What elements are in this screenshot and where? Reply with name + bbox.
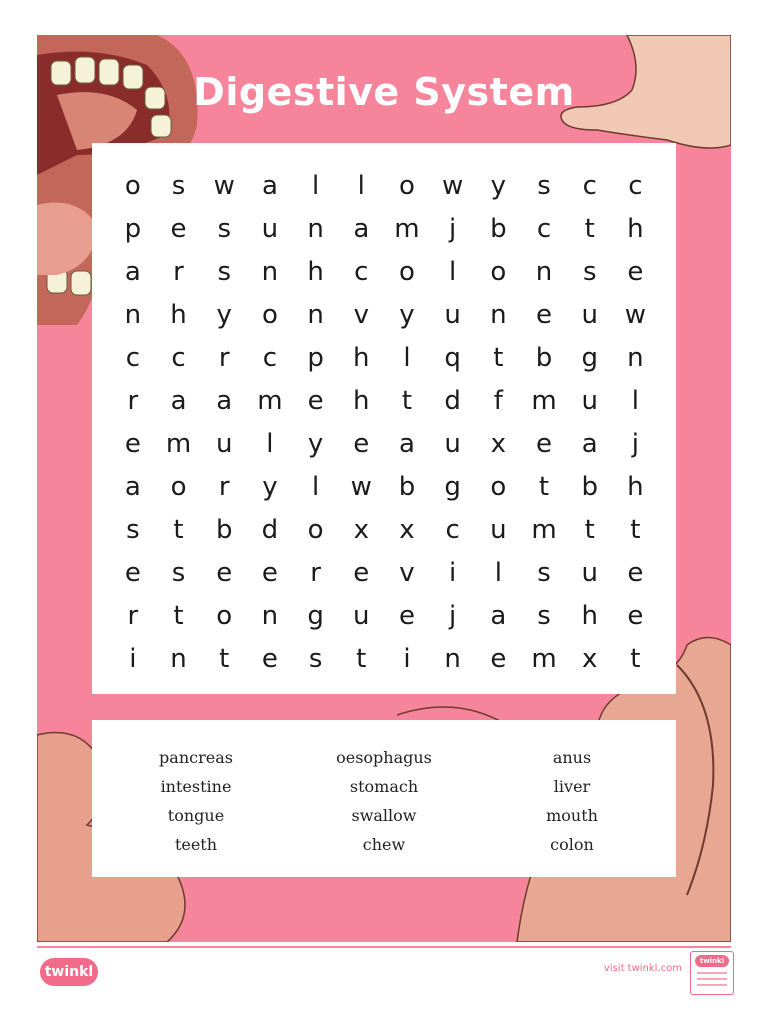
grid-letter[interactable]: j [449,601,457,631]
word-list-item: teeth [174,835,218,854]
grid-letter[interactable]: a [124,257,141,287]
grid-letter[interactable]: h [307,257,324,287]
badge-label: twinkl [695,955,729,967]
grid-letter[interactable]: c [536,214,552,244]
grid-letter[interactable]: w [213,171,235,201]
grid-letter[interactable]: e [536,300,553,330]
grid-letter[interactable]: m [531,515,557,545]
grid-letter[interactable]: o [490,472,507,502]
grid-letter[interactable]: h [170,300,187,330]
grid-letter[interactable]: l [403,343,411,373]
grid-letter[interactable]: h [581,601,598,631]
grid-letter[interactable]: y [490,171,507,201]
word-list-item: stomach [349,777,419,796]
grid-letter[interactable]: s [537,601,551,631]
word-list-item: oesophagus [336,748,432,767]
grid-letter[interactable]: n [444,644,461,674]
grid-letter[interactable]: l [449,257,457,287]
grid-letter[interactable]: e [353,558,370,588]
grid-letter[interactable]: a [581,429,598,459]
grid-letter[interactable]: t [173,515,184,545]
grid-letter[interactable]: s [217,214,231,244]
grid-letter[interactable]: c [628,171,643,201]
grid-letter[interactable]: s [537,171,551,201]
grid-letter[interactable]: q [444,343,461,373]
grid-letter[interactable]: a [170,386,187,416]
grid-letter[interactable]: n [261,257,279,287]
word-list-item: anus [552,748,592,767]
grid-letter[interactable]: w [624,300,647,330]
grid-letter[interactable]: o [216,601,233,631]
grid-letter[interactable]: i [449,558,457,588]
page-title: Digestive System [193,70,575,114]
quality-badge-icon [690,951,734,995]
grid-letter[interactable]: r [218,343,230,373]
grid-letter[interactable]: e [627,558,644,588]
grid-letter[interactable]: a [399,429,415,459]
grid-letter[interactable]: m [165,429,192,459]
grid-letter[interactable]: c [262,343,278,373]
grid-letter[interactable]: o [490,257,507,287]
grid-letter[interactable]: h [353,386,370,416]
grid-letter[interactable]: t [493,343,504,373]
grid-letter[interactable]: e [627,601,644,631]
word-list-item: tongue [167,806,225,825]
grid-letter[interactable]: e [261,644,278,674]
grid-letter[interactable]: l [494,558,502,588]
grid-letter[interactable]: l [311,171,320,201]
word-list-item: intestine [160,777,232,796]
grid-letter[interactable]: e [536,429,553,459]
grid-letter[interactable]: a [261,171,278,201]
grid-letter[interactable]: n [490,300,507,330]
grid-letter[interactable]: p [124,214,142,244]
grid-letter[interactable]: c [171,343,186,373]
grid-letter[interactable]: e [627,257,644,287]
grid-letter[interactable]: s [537,558,551,588]
grid-letter[interactable]: c [445,515,460,545]
grid-letter[interactable]: x [399,515,415,545]
grid-letter[interactable]: o [124,171,141,201]
grid-letter[interactable]: t [630,644,641,674]
grid-letter[interactable]: e [261,558,278,588]
grid-letter[interactable]: n [535,257,553,287]
grid-letter[interactable]: c [125,343,140,373]
grid-letter[interactable]: g [581,343,598,373]
grid-letter[interactable]: t [219,644,230,674]
grid-letter[interactable]: y [216,300,232,330]
grid-letter[interactable]: n [627,343,644,373]
grid-letter[interactable]: o [399,257,415,287]
grid-letter[interactable]: u [581,386,598,416]
grid-letter[interactable]: m [394,214,420,244]
grid-letter[interactable]: u [444,300,461,330]
grid-letter[interactable]: n [307,214,324,244]
word-list [92,743,676,859]
grid-letter[interactable]: n [261,601,279,631]
grid-letter[interactable]: b [535,343,553,373]
grid-letter[interactable]: e [490,644,507,674]
grid-letter[interactable]: r [127,601,139,631]
grid-letter[interactable]: n [170,644,187,674]
grid-letter[interactable]: m [531,644,557,674]
grid-letter[interactable]: l [311,472,320,502]
grid-letter[interactable]: o [261,300,278,330]
grid-letter[interactable]: j [631,429,640,459]
badge-decoration [697,984,727,986]
grid-letter[interactable]: x [353,515,369,545]
word-search-panel [92,143,676,694]
grid-letter[interactable]: a [353,214,370,244]
grid-letter[interactable]: t [401,386,413,416]
footer-divider [37,946,731,948]
grid-letter[interactable]: y [399,300,415,330]
grid-letter[interactable]: u [215,429,233,459]
grid-letter[interactable]: t [584,214,595,244]
grid-letter[interactable]: n [124,300,142,330]
badge-decoration [697,972,727,974]
grid-letter[interactable]: u [581,558,598,588]
grid-letter[interactable]: u [490,515,507,545]
grid-letter[interactable]: o [399,171,415,201]
grid-letter[interactable]: s [217,257,231,287]
word-list-item: mouth [546,806,598,825]
grid-letter[interactable]: t [538,472,550,502]
grid-letter[interactable]: i [403,644,411,674]
word-list-item: pancreas [159,748,233,767]
grid-letter[interactable]: a [216,386,233,416]
grid-letter[interactable]: h [627,214,644,244]
grid-letter[interactable]: a [124,472,141,502]
grid-letter[interactable]: t [630,515,641,545]
grid-letter[interactable]: s [171,558,186,588]
word-list-item: colon [550,835,594,854]
grid-letter[interactable]: r [173,257,184,287]
grid-letter[interactable]: y [262,472,278,502]
word-list-item: swallow [351,806,417,825]
grid-letter[interactable]: o [170,472,187,502]
grid-letter[interactable]: u [444,429,461,459]
grid-letter[interactable]: d [261,515,279,545]
grid-letter[interactable]: s [126,515,140,545]
grid-letter[interactable]: l [357,171,365,201]
badge-decoration [697,978,727,980]
grid-letter[interactable]: j [449,214,457,244]
grid-letter[interactable]: e [307,386,324,416]
grid-letter[interactable]: h [627,472,644,502]
grid-letter[interactable]: c [354,257,369,287]
grid-letter[interactable]: u [261,214,279,244]
grid-letter[interactable]: i [129,644,137,674]
letter-grid [110,165,658,681]
grid-letter[interactable]: e [124,558,141,588]
grid-letter[interactable]: e [170,214,187,244]
grid-letter[interactable]: w [442,171,464,201]
grid-letter[interactable]: e [124,429,141,459]
grid-letter[interactable]: s [582,257,597,287]
grid-letter[interactable]: b [490,214,507,244]
grid-letter[interactable]: v [353,300,369,330]
grid-letter[interactable]: x [490,429,507,459]
grid-letter[interactable]: t [356,644,367,674]
grid-letter[interactable]: c [582,171,597,201]
word-list-panel [92,720,676,877]
grid-letter[interactable]: e [398,601,415,631]
grid-letter[interactable]: f [493,386,503,416]
grid-letter[interactable]: h [353,343,370,373]
grid-letter[interactable]: p [307,343,324,373]
grid-letter[interactable]: b [581,472,598,502]
grid-letter[interactable]: b [215,515,233,545]
grid-letter[interactable]: w [350,472,372,502]
grid-letter[interactable]: b [398,472,416,502]
word-list-item: chew [362,835,406,854]
grid-letter[interactable]: t [173,601,184,631]
grid-letter[interactable]: d [444,386,461,416]
grid-letter[interactable]: l [266,429,274,459]
grid-letter[interactable]: r [127,386,139,416]
grid-letter[interactable]: r [310,558,321,588]
twinkl-logo: twinkl [40,958,98,986]
grid-letter[interactable]: g [307,601,324,631]
grid-letter[interactable]: x [582,644,598,674]
grid-letter[interactable]: u [353,601,370,631]
grid-letter[interactable]: s [308,644,323,674]
grid-letter[interactable]: r [218,472,230,502]
grid-letter[interactable]: m [257,386,283,416]
visit-link[interactable]: visit twinkl.com [603,963,682,974]
grid-letter[interactable]: g [444,472,461,502]
grid-letter[interactable]: l [631,386,640,416]
grid-letter[interactable]: o [307,515,324,545]
grid-letter[interactable]: t [584,515,595,545]
word-list-item: liver [553,777,591,796]
grid-letter[interactable]: n [307,300,324,330]
grid-letter[interactable]: y [307,429,324,459]
grid-letter[interactable]: a [490,601,507,631]
grid-letter[interactable]: m [531,386,557,416]
grid-letter[interactable]: v [399,558,415,588]
grid-letter[interactable]: s [171,171,186,201]
grid-letter[interactable]: e [353,429,370,459]
grid-letter[interactable]: e [216,558,233,588]
grid-letter[interactable]: u [581,300,598,330]
